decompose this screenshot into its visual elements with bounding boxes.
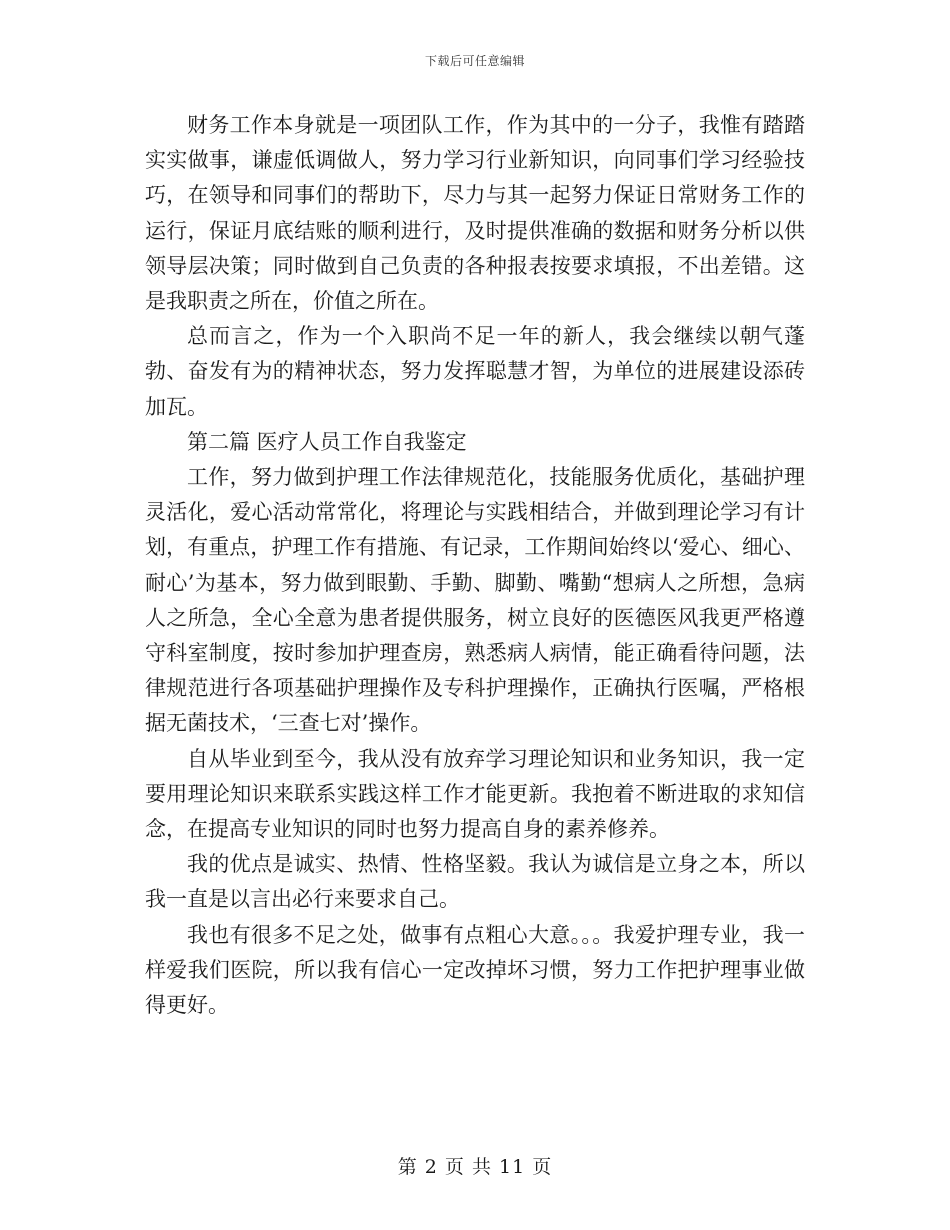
paragraph-weaknesses: 我也有很多不足之处，做事有点粗心大意。。。我爱护理专业，我一样爱我们医院，所以我有信心一定改掉坏习惯，努力工作把护理事业做得更好。 [145, 922, 805, 1018]
paragraph-learning: 自从毕业到至今，我从没有放弃学习理论知识和业务知识，我一定要用理论知识来联系实践这样工作才能更新。我抱着不断进取的求知信念，在提高专业知识的同时也努力提高自身的素养修养。 [145, 746, 805, 842]
page-footer: 第 2 页 共 11 页 [397, 1156, 553, 1178]
section-heading: 第二篇 医疗人员工作自我鉴定 [187, 429, 467, 454]
document-body [145, 108, 805, 1023]
page-header: 下载后可任意编辑 [424, 54, 525, 68]
paragraph-summary: 总而言之，作为一个入职尚不足一年的新人，我会继续以朝气蓬勃、奋发有为的精神状态，努力发挥聪慧才智，为单位的进展建设添砖加瓦。 [145, 324, 805, 419]
paragraph-finance-teamwork: 财务工作本身就是一项团队工作，作为其中的一分子，我惟有踏踏实实做事，谦虚低调做人，努力学习行业新知识，向同事们学习经验技巧，在领导和同事们的帮助下，尽力与其一起努力保证日常财务工作的运行，保证月底结账的顺利进行，及时提供准确的数据和财务分析以供领导层决策；同时做到自己负责的各种报表按要求填报，不出差错。这是我职责之所在，价值之所在。 [145, 113, 805, 314]
paragraph-strengths: 我的优点是诚实、热情、性格坚毅。我认为诚信是立身之本，所以我一直是以言出必行来要求自己。 [145, 852, 805, 912]
paragraph-nursing-work: 工作，努力做到护理工作法律规范化，技能服务优质化，基础护理灵活化，爱心活动常常化，将理论与实践相结合，并做到理论学习有计划，有重点，护理工作有措施、有记录，工作期间始终以‘爱心、细心、耐心’为基本，努力做到眼勤、手勤、脚勤、嘴勤“想病人之所想，急病人之所急，全心全意为患者提供服务，树立良好的医德医风我更严格遵守科室制度，按时参加护理查房，熟悉病人病情，能正确看待问题，法律规范进行各项基础护理操作及专科护理操作，正确执行医嘱，严格根据无菌技术，‘三查七对’操作。 [145, 465, 805, 736]
